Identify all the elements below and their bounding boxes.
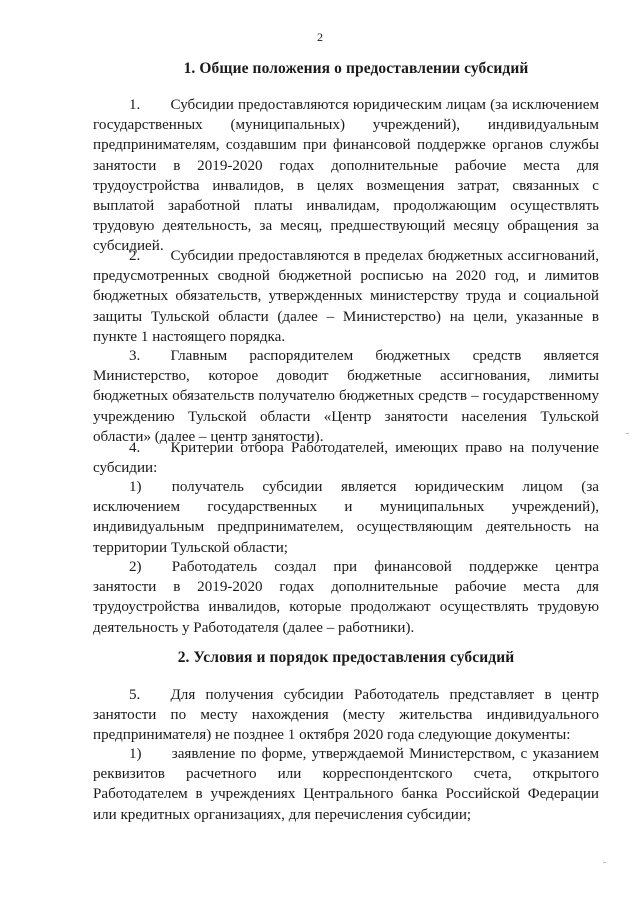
paragraph-5: 5. Для получения субсидии Работодатель представляет в центр занятости по месту нахождения (месту жительства индивидуального предпринимателя) не позднее 1 октября 2020 года следующие документы: — [93, 687, 599, 744]
section-2-title: 2. Условия и порядок предоставления субсидий — [177, 649, 515, 666]
paragraph-3: 3. Главным распорядителем бюджетных средств является Министерство, которое доводит бюджетные ассигнования, лимиты бюджетных обязательств получателю бюджетных средств – государственному учреждению Тульской области «Центр занятости населения Тульской области» (далее – центр занятости). — [93, 348, 599, 445]
section-1-title: 1. Общие положения о предоставлении субсидий — [183, 60, 529, 77]
scan-mark — [626, 433, 629, 434]
scan-mark — [603, 862, 606, 863]
page-number: 2 — [317, 30, 323, 44]
paragraph-1: 1. Субсидии предоставляются юридическим лицам (за исключением государственных (муниципальных) учреждений), индивидуальным предпринимателям, создавшим при финансовой поддержке органов службы занятости в 2019-2020 годах дополнительные рабочие места для трудоустройства инвалидов, в целях возмещения затрат, связанных с выплатой заработной платы инвалидам, продолжающим осуществлять трудовую деятельность, за месяц, предшествующий месяцу обращения за субсидией. — [93, 97, 599, 255]
paragraph-4: 4. Критерии отбора Работодателей, имеющих право на получение субсидии: — [93, 440, 599, 477]
paragraph-2: 2. Субсидии предоставляются в пределах бюджетных ассигнований, предусмотренных сводной бюджетной росписью на 2020 год, и лимитов бюджетных обязательств, утвержденных министерству труда и социальной защиты Тульской области (далее – Министерство) на цели, указанные в пункте 1 настоящего порядка. — [93, 248, 599, 345]
paragraph-4-item-1: 1) получатель субсидии является юридическим лицом (за исключением государственных и муниципальных учреждений), индивидуальным предпринимателем, осуществляющим деятельность на территории Тульской области; — [93, 479, 599, 556]
paragraph-5-item-1: 1) заявление по форме, утверждаемой Министерством, с указанием реквизитов расчетного или корреспондентского счета, открытого Работодателем в учреждениях Центрального банка Российской Федерации или кредитных организациях, для перечисления субсидии; — [93, 746, 599, 823]
paragraph-4-item-2: 2) Работодатель создал при финансовой поддержке центра занятости в 2019-2020 годах дополнительные рабочие места для трудоустройства инвалидов, которые продолжают осуществлять трудовую деятельность у Работодателя (далее – работники). — [93, 559, 599, 636]
